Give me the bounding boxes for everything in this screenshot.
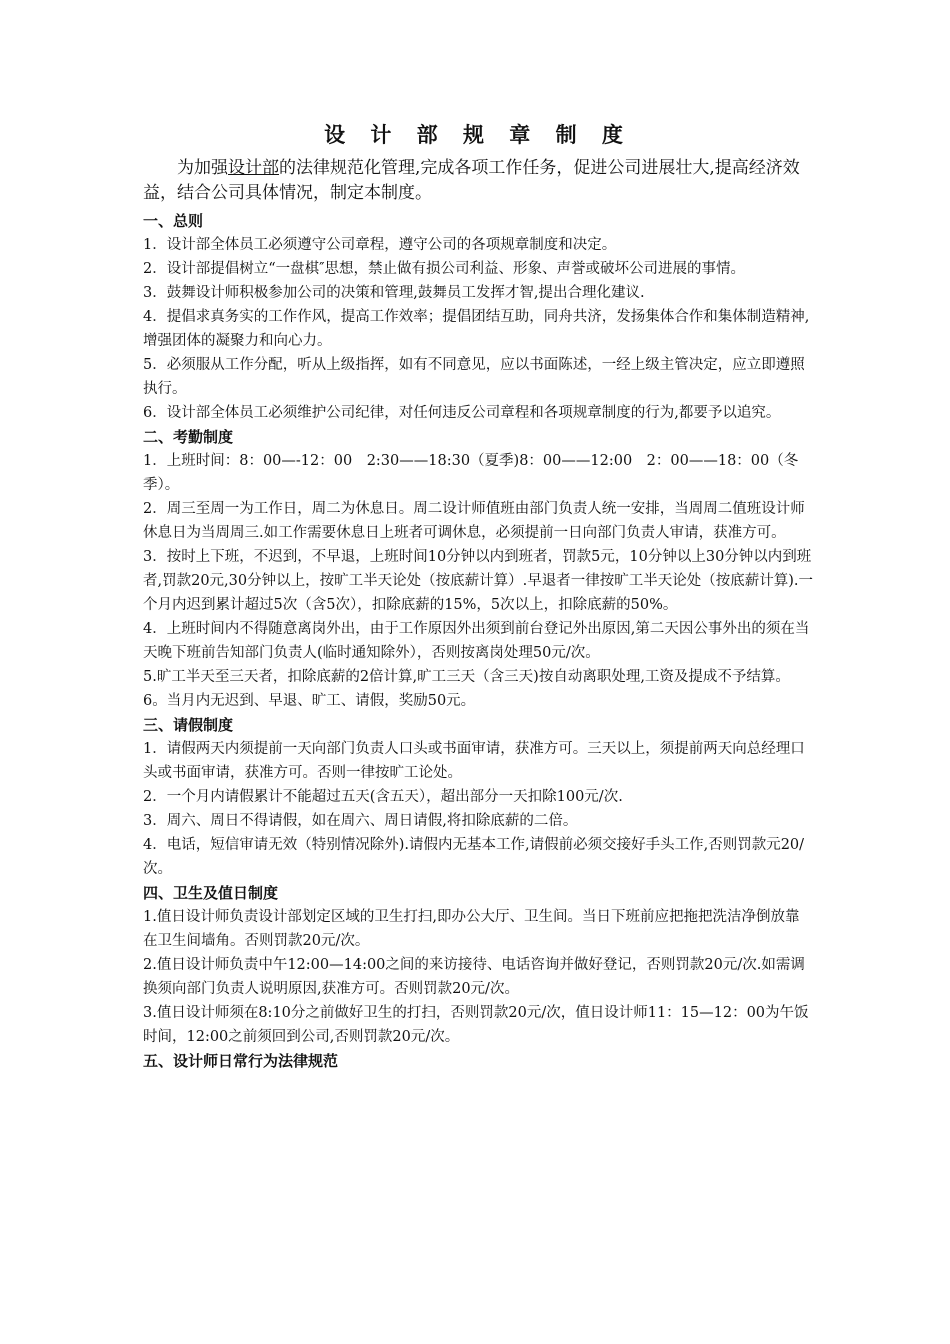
section-item: 3.值日设计师须在8:10分之前做好卫生的打扫，否则罚款20元/次，值日设计师11：15—12：00为午饭时间，12:00之前须回到公司,否则罚款20元/次。	[143, 1005, 809, 1045]
section-item: 1．上班时间：8：00—-12：00 2:30——18:30（夏季)8：00——12:00 2：00——18：00（冬季）。	[143, 453, 799, 493]
section-2	[143, 425, 813, 713]
section-item: 4．提倡求真务实的工作作风，提高工作效率；提倡团结互助，同舟共济，发扬集体合作和集体制造精神,增强团体的凝聚力和向心力。	[143, 309, 810, 349]
section-item: 1.值日设计师负责设计部划定区域的卫生打扫,即办公大厅、卫生间。当日下班前应把拖把洗洁净倒放靠在卫生间墙角。否则罚款20元/次。	[143, 909, 800, 949]
intro-paragraph	[143, 156, 813, 206]
document-title: 设 计 部 规 章 制 度	[324, 122, 632, 147]
section-item: 3．按时上下班，不迟到，不早退，上班时间10分钟以内到班者，罚款5元，10分钟以上30分钟以内到班者,罚款20元,30分钟以上，按旷工半天论处（按底薪计算）.早退者一律按旷工半天论处（按底薪计算).一个月内迟到累计超过5次（含5次），扣除底薪的15%，5次以上，扣除底薪的50%。	[143, 549, 813, 613]
section-item: 4．电话，短信审请无效（特别情况除外).请假内无基本工作,请假前必须交接好手头工作,否则罚款元20/次。	[143, 837, 805, 877]
section-item: 5．必须服从工作分配，听从上级指挥，如有不同意见，应以书面陈述，一经上级主管决定，应立即遵照执行。	[143, 357, 805, 397]
section-5	[143, 1049, 813, 1073]
section-item: 2．设计部提倡树立“一盘棋″思想，禁止做有损公司利益、形象、声誉或破坏公司进展的事情。	[143, 261, 746, 277]
section-item: 2．一个月内请假累计不能超过五天(含五天），超出部分一天扣除100元/次.	[143, 789, 623, 805]
section-1	[143, 209, 813, 425]
section-item: 5.旷工半天至三天者，扣除底薪的2倍计算,旷工三天（含三天)按自动离职处理,工资及提成不予结算。	[143, 669, 790, 685]
section-item: 3．周六、周日不得请假，如在周六、周日请假,将扣除底薪的二倍。	[143, 813, 578, 829]
intro-before: 为加强	[177, 158, 228, 178]
section-item: 2.值日设计师负责中午12:00—14:00之间的来访接待、电话咨询并做好登记，否则罚款20元/次.如需调换须向部门负责人说明原因,获准方可。否则罚款20元/次。	[143, 957, 805, 997]
section-heading: 二、考勤制度	[143, 428, 234, 446]
section-item: 1．设计部全体员工必须遵守公司章程，遵守公司的各项规章制度和决定。	[143, 237, 617, 253]
section-heading: 五、设计师日常行为法律规范	[143, 1052, 339, 1070]
section-heading: 三、请假制度	[143, 716, 234, 734]
intro-underlined: 设计部	[228, 158, 279, 178]
section-item: 2．周三至周一为工作日，周二为休息日。周二设计师值班由部门负责人统一安排，当周周二值班设计师休息日为当周周三.如工作需要休息日上班者可调休息，必须提前一日向部门负责人审请，获准方可。	[143, 501, 805, 541]
intro-after: 的法律规范化管理,完成各项工作任务，促进公司进展壮大,提高经济效益，结合公司具体情况，制定本制度。	[143, 158, 800, 203]
section-item: 3．鼓舞设计师积极参加公司的决策和管理,鼓舞员工发挥才智,提出合理化建议.	[143, 285, 645, 301]
section-item: 6．设计部全体员工必须维护公司纪律，对任何违反公司章程和各项规章制度的行为,都要予以追究。	[143, 405, 781, 421]
section-4	[143, 881, 813, 1049]
section-heading: 四、卫生及值日制度	[143, 884, 279, 902]
document-page	[143, 120, 813, 1073]
section-3	[143, 713, 813, 881]
section-item: 1．请假两天内须提前一天向部门负责人口头或书面审请，获准方可。三天以上，须提前两天向总经理口头或书面审请，获准方可。否则一律按旷工论处。	[143, 741, 805, 781]
section-item: 6。当月内无迟到、早退、旷工、请假，奖励50元。	[143, 693, 476, 709]
section-heading: 一、总则	[143, 212, 204, 230]
section-item: 4．上班时间内不得随意离岗外出，由于工作原因外出须到前台登记外出原因,第二天因公事外出的须在当天晚下班前告知部门负责人(临时通知除外），否则按离岗处理50元/次。	[143, 621, 810, 661]
